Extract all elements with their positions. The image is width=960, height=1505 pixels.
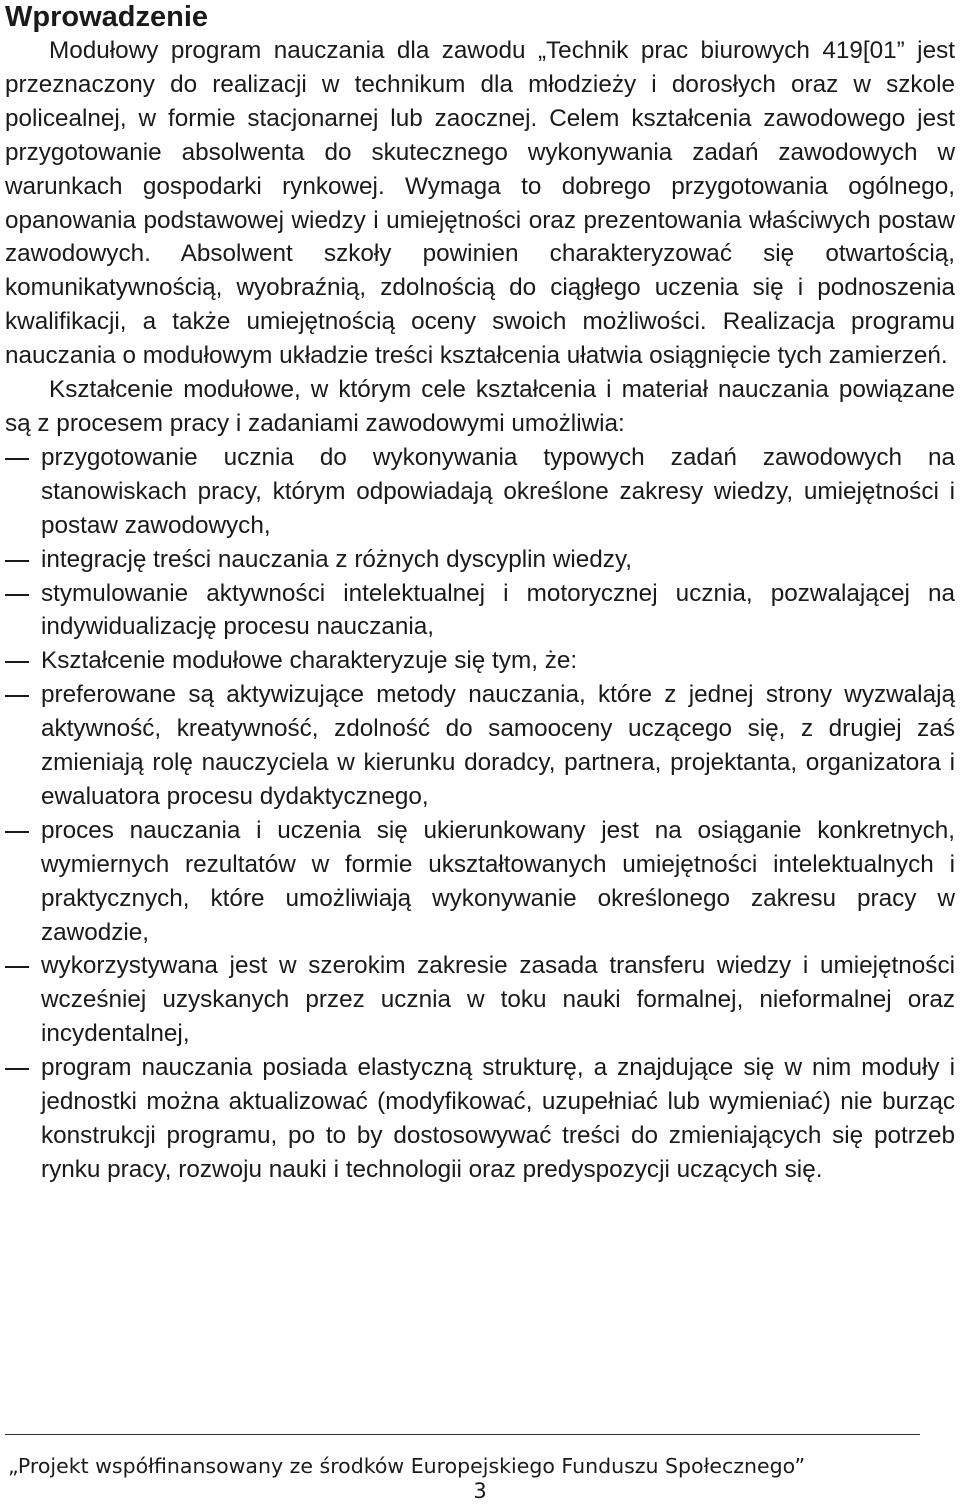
footer-note: „Projekt współfinansowany ze środków Europejskiego Funduszu Społecznego” (8, 1454, 806, 1478)
dash-bullet-icon (5, 560, 29, 562)
list-item-text: program nauczania posiada elastyczną strukturę, a znajdujące się w nim moduły i jednostki można aktualizować (modyfikować, uzupełniać lub wymieniać) nie burząc konstrukcji programu, po to by dostosowywać treści do zmieniających się potrzeb rynku pracy, rozwoju nauki i technologii oraz predyspozycji uczących się. (41, 1054, 955, 1183)
intro-paragraph: Modułowy program nauczania dla zawodu „Technik prac biurowych 419[01” jest przeznaczony do realizacji w technikum dla młodzieży i dorosłych oraz w szkole policealnej, w formie stacjonarnej lub zaocznej. Celem kształcenia zawodowego jest przygotowanie absolwenta do skutecznego wykonywania zadań zawodowych w warunkach gospodarki rynkowej. Wymaga to dobrego przygotowania ogólnego, opanowania podstawowej wiedzy i umiejętności oraz prezentowania właściwych postaw zawodowych. Absolwent szkoły powinien charakteryzować się otwartością, komunikatywnością, wyobraźnią, zdolnością do ciągłego uczenia się i podnoszenia kwalifikacji, a także umiejętnością oceny swoich możliwości. Realizacja programu nauczania o modułowym układzie treści kształcenia ułatwia osiągnięcie tych zamierzeń. (5, 37, 955, 370)
page-title: Wprowadzenie (5, 1, 209, 33)
list-item (5, 678, 955, 814)
benefits-list (5, 441, 955, 1187)
list-item-text: preferowane są aktywizujące metody nauczania, które z jednej strony wyzwalają aktywność, kreatywność, zdolność do samooceny uczącego się, z drugiej zaś zmieniają rolę nauczyciela w kierunku doradcy, partnera, projektanta, organizatora i ewaluatora procesu dydaktycznego, (41, 681, 955, 810)
list-item (5, 814, 955, 950)
modular-education-paragraph: Kształcenie modułowe, w którym cele kształcenia i materiał nauczania powiązane są z procesem pracy i zadaniami zawodowymi umożliwia: (5, 376, 955, 437)
dash-bullet-icon (5, 695, 29, 697)
list-item-text: wykorzystywana jest w szerokim zakresie zasada transferu wiedzy i umiejętności wcześniej uzyskanych przez ucznia w toku nauki formalnej, nieformalnej oraz incydentalnej, (41, 952, 955, 1048)
list-item (5, 543, 955, 577)
list-item-text: Kształcenie modułowe charakteryzuje się tym, że: (41, 647, 578, 675)
list-item (5, 1051, 955, 1187)
list-item (5, 644, 955, 678)
list-item-text: proces nauczania i uczenia się ukierunkowany jest na osiąganie konkretnych, wymiernych rezultatów w formie ukształtowanych umiejętności intelektualnych i praktycznych, które umożliwiają wykonywanie określonego zakresu pracy w zawodzie, (41, 816, 955, 946)
dash-bullet-icon (5, 594, 29, 596)
list-item-text: integrację treści nauczania z różnych dyscyplin wiedzy, (41, 545, 633, 573)
list-item (5, 577, 955, 645)
page-number: 3 (473, 1479, 487, 1503)
footer-divider (5, 1434, 920, 1435)
dash-bullet-icon (5, 966, 29, 968)
dash-bullet-icon (5, 1068, 29, 1070)
dash-bullet-icon (5, 831, 29, 833)
document-body (5, 34, 955, 1187)
list-item (5, 949, 955, 1051)
list-item (5, 441, 955, 543)
dash-bullet-icon (5, 458, 29, 460)
list-item-text: stymulowanie aktywności intelektualnej i motorycznej ucznia, pozwalającej na indywidualizację procesu nauczania, (41, 579, 955, 641)
list-item-text: przygotowanie ucznia do wykonywania typowych zadań zawodowych na stanowiskach pracy, którym odpowiadają określone zakresy wiedzy, umiejętności i postaw zawodowych, (41, 443, 955, 539)
dash-bullet-icon (5, 661, 29, 663)
